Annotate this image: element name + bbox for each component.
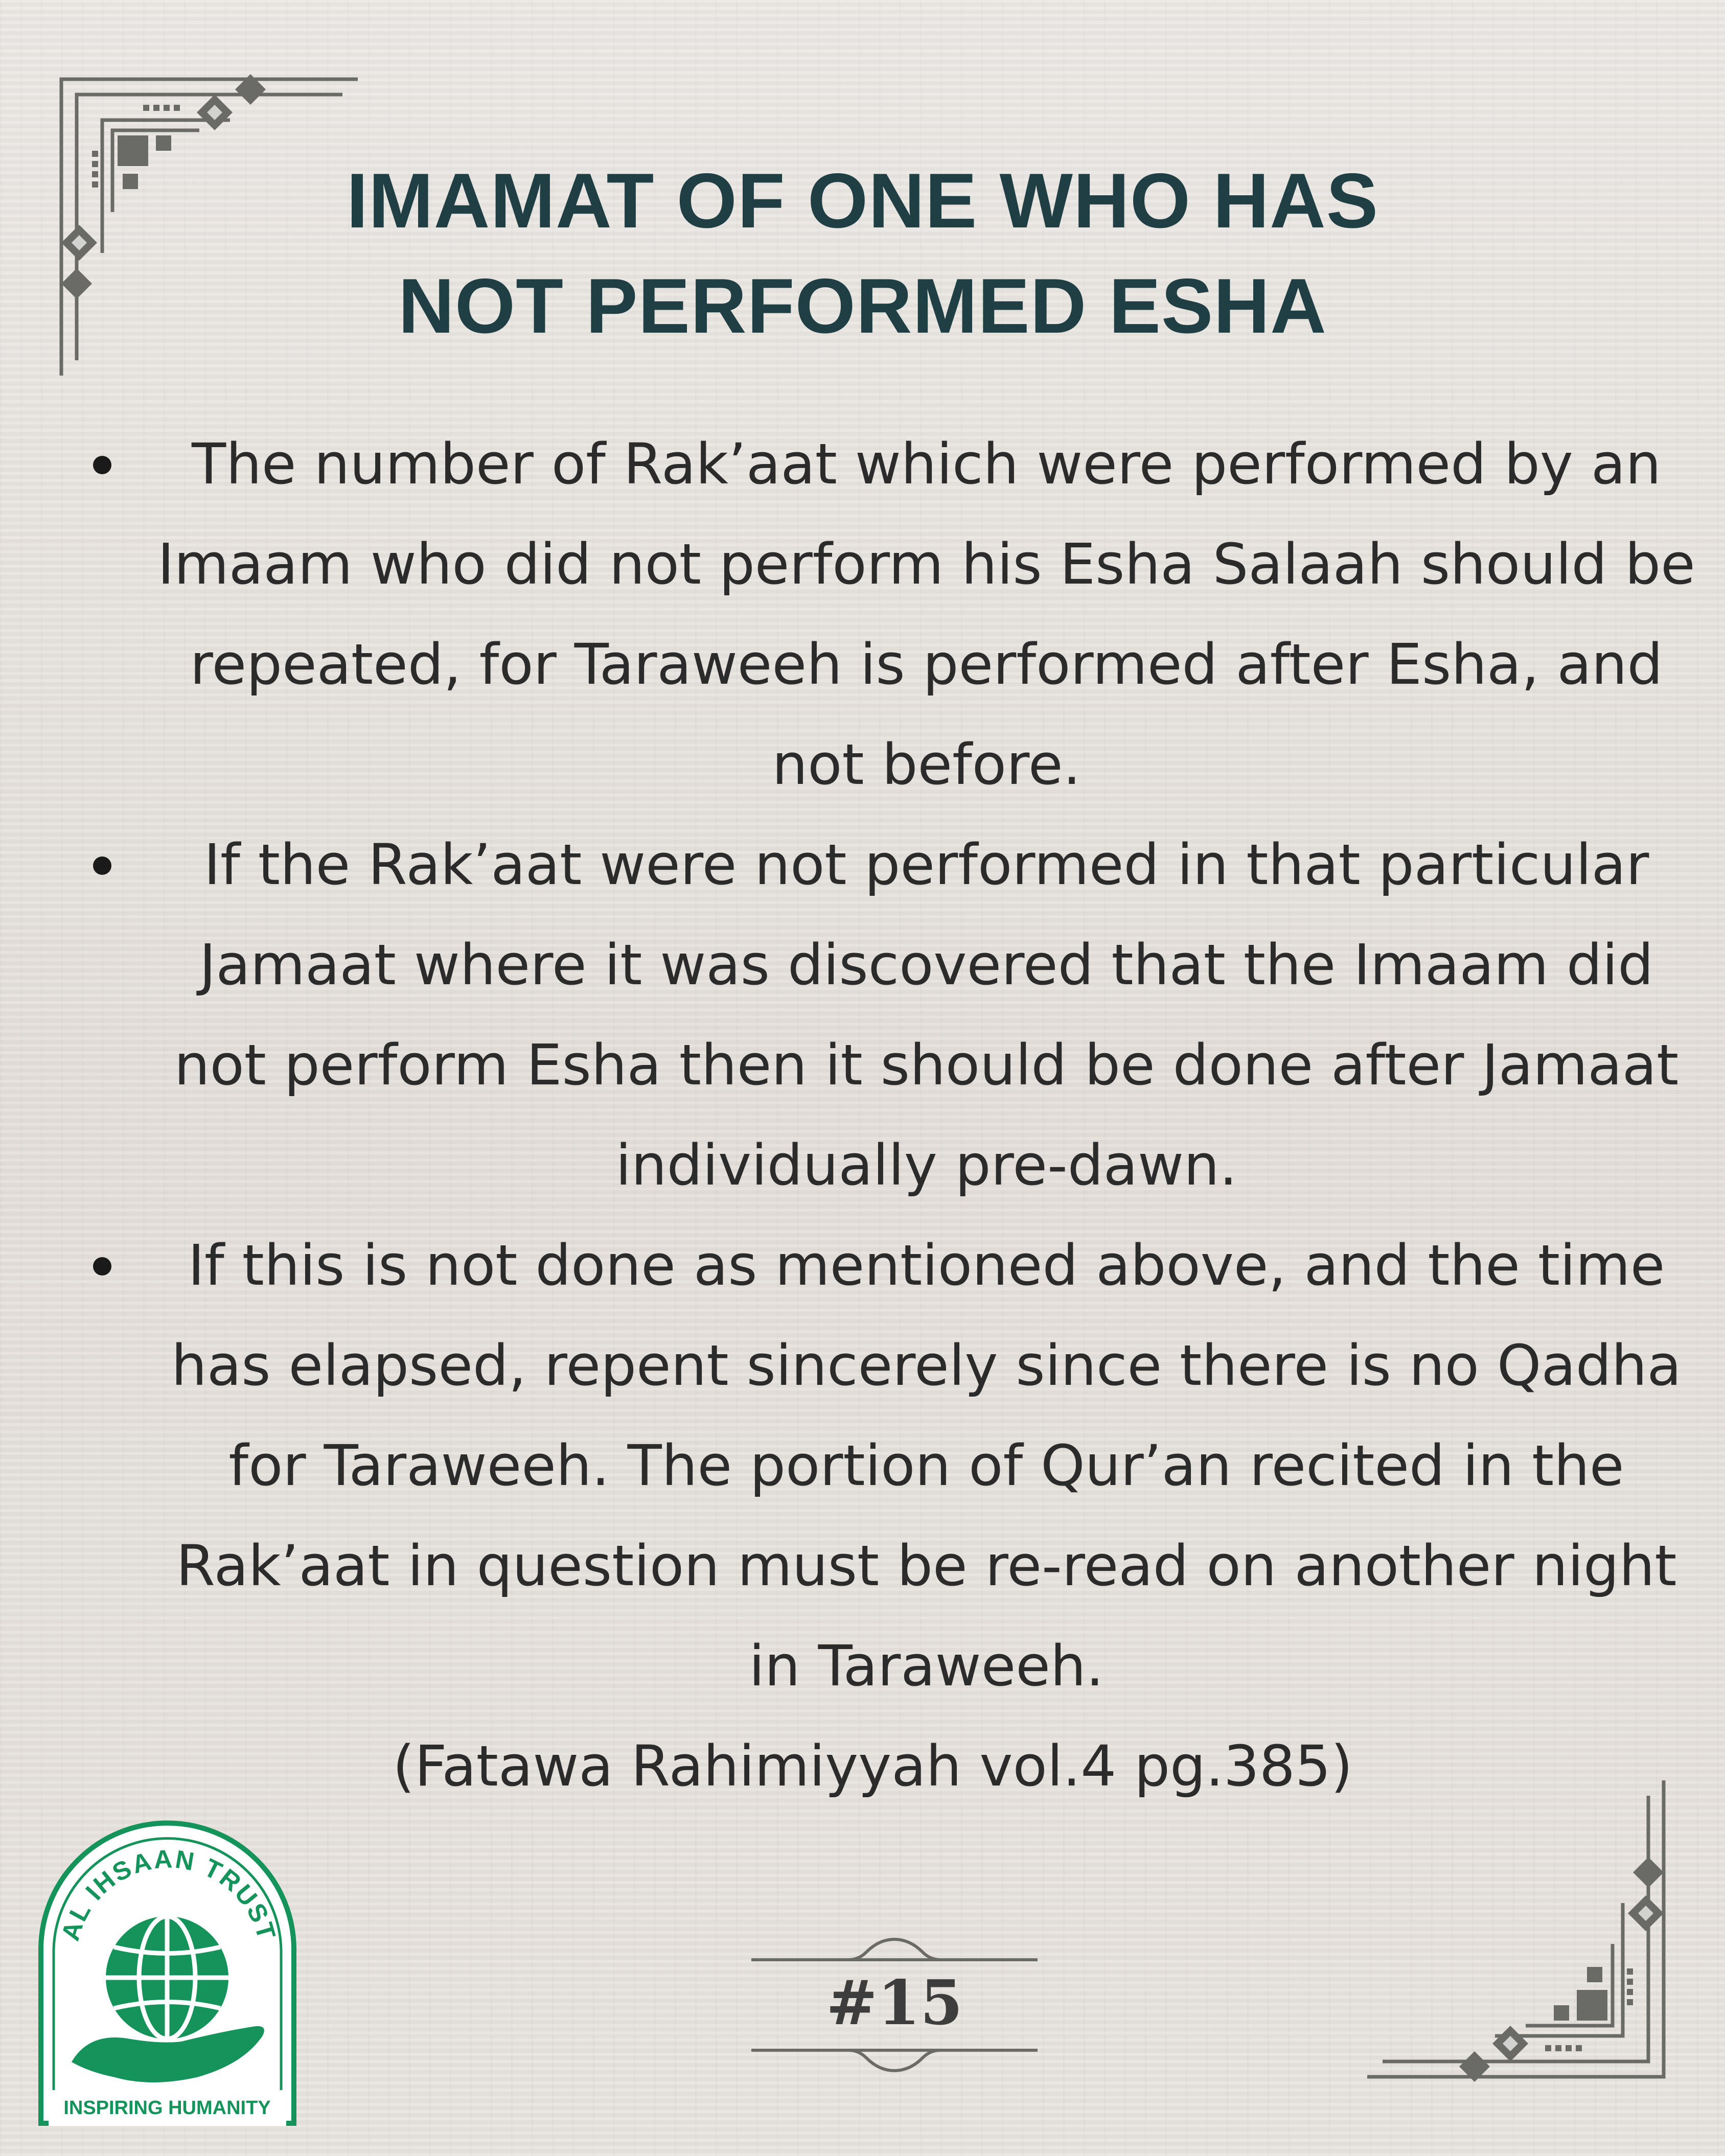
title-line-2: NOT PERFORMED ESHA bbox=[398, 263, 1327, 350]
list-item bbox=[82, 1215, 1705, 1716]
list-item-text: If this is not done as mentioned above, and the time has elapsed, repent sincerely since there is no Qadha for Taraweeh. The portion of Qur’an recited in the Rak’aat in question must be re-read on another night in Taraweeh. bbox=[171, 1233, 1682, 1699]
list-item-text: If the Rak’aat were not performed in that particular Jamaat where it was discovered that the Imaam did not perform Esha then it should be done after Jamaat individually pre-dawn. bbox=[174, 832, 1679, 1198]
al-ihsaan-trust-logo bbox=[28, 1806, 307, 2139]
content-list bbox=[82, 414, 1705, 1816]
list-item bbox=[82, 815, 1705, 1215]
list-item bbox=[82, 414, 1705, 815]
post-number: #15 bbox=[826, 1967, 963, 2039]
corner-ornament-bottom-right bbox=[1352, 1770, 1679, 2097]
citation: (Fatawa Rahimiyyah vol.4 pg.385) bbox=[393, 1733, 1353, 1799]
page-title bbox=[102, 148, 1623, 359]
list-item-text: The number of Rak’aat which were performed by an Imaam who did not perform his Esha Salaah should be repeated, for Taraweeh is performed after Esha, and not before. bbox=[157, 431, 1695, 797]
globe-icon bbox=[106, 1916, 228, 2039]
logo-tagline: INSPIRING HUMANITY bbox=[63, 2097, 271, 2119]
bullet-dot bbox=[93, 456, 111, 474]
logo-arc-text: AL IHSAAN TRUST bbox=[56, 1844, 282, 1944]
title-line-1: IMAMAT OF ONE WHO HAS bbox=[346, 157, 1379, 244]
bullet-dot bbox=[93, 1257, 111, 1276]
bullet-dot bbox=[93, 856, 111, 875]
